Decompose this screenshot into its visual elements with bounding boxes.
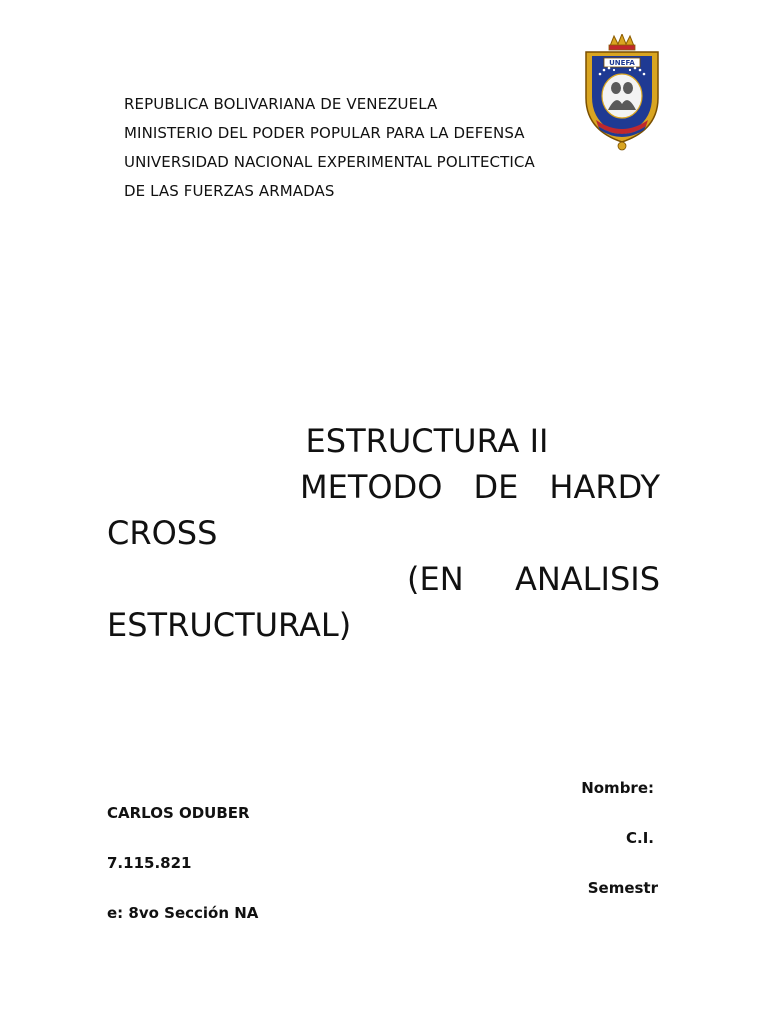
title-line-cross: CROSS (107, 514, 218, 552)
student-info (107, 776, 660, 926)
title-word: DE (473, 468, 519, 506)
semester-label: Semestr (587, 879, 658, 897)
logo-text: UNEFA (609, 59, 635, 67)
semester-value: e: 8vo Sección NA (107, 904, 259, 922)
title-line-method (107, 464, 660, 510)
header-line-university: UNIVERSIDAD NACIONAL EXPERIMENTAL POLITECTICA (124, 153, 535, 171)
name-value: CARLOS ODUBER (107, 804, 250, 822)
title-word: METODO (300, 468, 443, 506)
title-word: (EN (407, 560, 464, 598)
header-line-armed-forces: DE LAS FUERZAS ARMADAS (124, 182, 335, 200)
title-line-course: ESTRUCTURA II (305, 422, 549, 460)
header-line-ministry: MINISTERIO DEL PODER POPULAR PARA LA DEFENSA (124, 124, 525, 142)
title-word: HARDY (549, 468, 660, 506)
institution-header (124, 90, 535, 206)
title-line-structural: ESTRUCTURAL) (107, 606, 352, 644)
university-crest-logo (582, 34, 662, 152)
ci-value: 7.115.821 (107, 854, 192, 872)
title-word: ANALISIS (514, 560, 660, 598)
document-title (107, 418, 660, 648)
title-line-analysis (107, 556, 660, 602)
header-line-republic: REPUBLICA BOLIVARIANA DE VENEZUELA (124, 95, 438, 113)
ci-label: C.I. (626, 829, 654, 847)
crown-icon (609, 34, 635, 50)
name-label: Nombre: (581, 779, 654, 797)
